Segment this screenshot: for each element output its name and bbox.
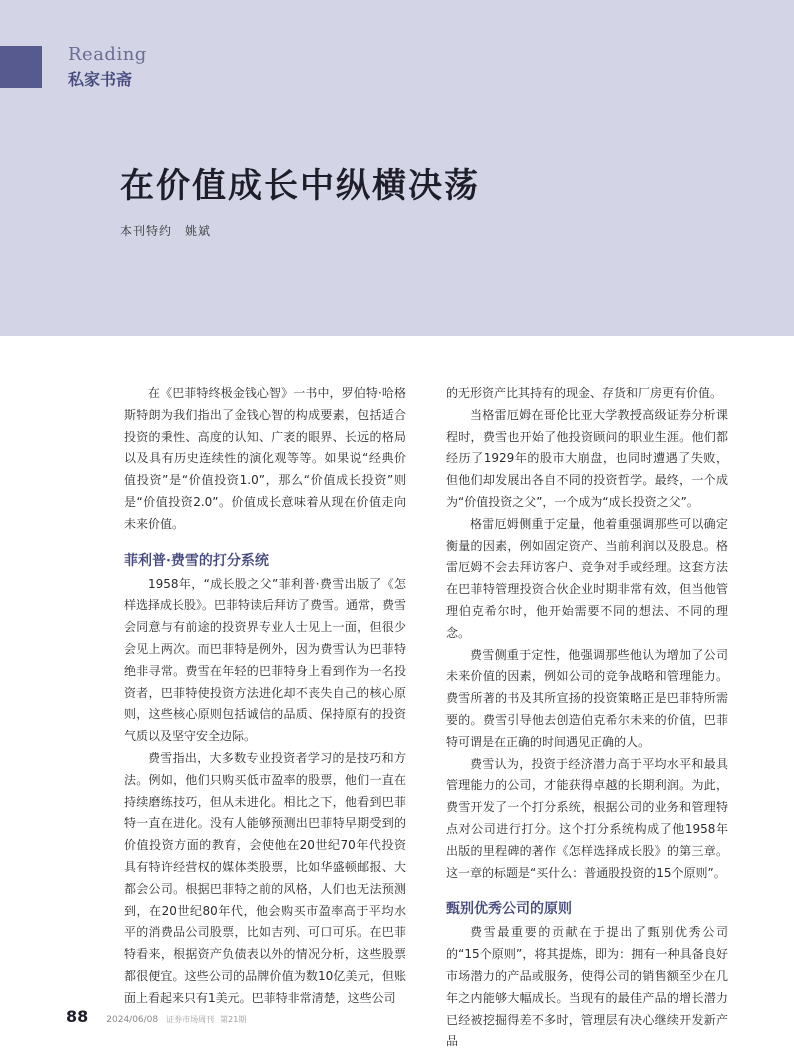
article-column-right [446, 383, 728, 1053]
section-heading: 甄别优秀公司的原则 [446, 901, 572, 918]
section-kicker-chinese: 私家书斋 [68, 70, 133, 89]
paragraph: 费雪最重要的贡献在于提出了甄别优秀公司的“15个原则”，将其提炼，即为：拥有一种具备良好市场潜力的产品或服务，使得公司的销售额至少在几年之内能够大幅成长。当现有的最佳产品的增长潜力已经被挖掘得差不多时，管理层有决心继续开发新产品 [446, 925, 728, 1049]
page-footer [66, 1007, 246, 1026]
paragraph: 在《巴菲特终极金钱心智》一书中，罗伯特·哈格斯特朗为我们指出了金钱心智的构成要素，包括适合投资的秉性、高度的认知、广袤的眼界、长远的格局以及具有历史连续性的演化观等等。如果说“经典价值投资”是“价值投资1.0”，那么“价值成长投资”则是“价值投资2.0”。价值成长意味着从现在价值走向未来价值。 [124, 386, 406, 531]
paragraph: 费雪侧重于定性，他强调那些他认为增加了公司未来价值的因素，例如公司的竞争战略和管理能力。费雪所著的书及其所宣扬的投资策略正是巴菲特所需要的。费雪引导他去创造伯克希尔未来的价值，巴菲特可谓是在正确的时间遇见正确的人。 [446, 647, 728, 749]
section-marker-square [0, 46, 42, 88]
footer-publication: 证券市场周刊 [166, 1015, 215, 1024]
section-heading: 菲利普·费雪的打分系统 [124, 552, 269, 569]
paragraph-continuation: 的无形资产比其持有的现金、存货和厂房更有价值。 [446, 386, 723, 400]
paragraph: 当格雷厄姆在哥伦比亚大学教授高级证券分析课程时，费雪也开始了他投资顾问的职业生涯。他们都经历了1929年的股市大崩盘，也同时遭遇了失败，但他们却发展出各自不同的投资哲学。最终，一个成为“价值投资之父”，一个成为“成长投资之父”。 [446, 407, 728, 509]
article-column-left [124, 383, 406, 1010]
article-title: 在价值成长中纵横决荡 [120, 166, 480, 206]
paragraph: 费雪指出，大多数专业投资者学习的是技巧和方法。例如，他们只购买低市盈率的股票，他们一直在持续磨练技巧，但从未进化。相比之下，他看到巴菲特一直在进化。没有人能够预测出巴菲特早期受到的价值投资方面的教育，会使他在20世纪70年代投资具有特许经营权的媒体类股票，比如华盛顿邮报、大都会公司。根据巴菲特之前的风格，人们也无法预测到，在20世纪80年代，他会购买市盈率高于平均水平的消费品公司股票，比如吉列、可口可乐。在巴菲特看来，根据资产负债表以外的情况分析，这些股票都很便宜。这些公司的品牌价值为数10亿美元，但账面上看起来只有1美元。巴菲特非常清楚，这些公司 [124, 750, 406, 1005]
section-kicker-english: Reading [68, 44, 147, 65]
page-number: 88 [66, 1007, 89, 1026]
footer-issue: 第21期 [220, 1015, 247, 1024]
paragraph: 格雷厄姆侧重于定量，他着重强调那些可以确定衡量的因素，例如固定资产、当前利润以及股息。格雷厄姆不会去拜访客户、竞争对手或经理。这套方法在巴菲特管理投资合伙企业时期非常有效，但当他管理伯克希尔时，他开始需要不同的想法、不同的理念。 [446, 516, 728, 640]
paragraph: 费雪认为，投资于经济潜力高于平均水平和最具管理能力的公司，才能获得卓越的长期利润。为此，费雪开发了一个打分系统，根据公司的业务和管理特点对公司进行打分。这个打分系统构成了他1958年出版的里程碑的著作《怎样选择成长股》的第三章。这一章的标题是“买什么：普通股投资的15个原则”。 [446, 756, 728, 880]
footer-date: 2024/06/08 [106, 1015, 159, 1025]
header-banner [0, 0, 794, 336]
paragraph: 1958年，“成长股之父”菲利普·费雪出版了《怎样选择成长股》。巴菲特读后拜访了费雪。通常，费雪会同意与有前途的投资界专业人士见上一面，但很少会见上两次。而巴菲特是例外，因为费雪认为巴菲特绝非寻常。费雪在年轻的巴菲特身上看到作为一名投资者，巴菲特使投资方法进化却不丧失自己的核心原则，这些核心原则包括诚信的品质、保持原有的投资气质以及坚守安全边际。 [124, 576, 407, 744]
article-byline: 本刊特约 姚斌 [120, 224, 212, 238]
